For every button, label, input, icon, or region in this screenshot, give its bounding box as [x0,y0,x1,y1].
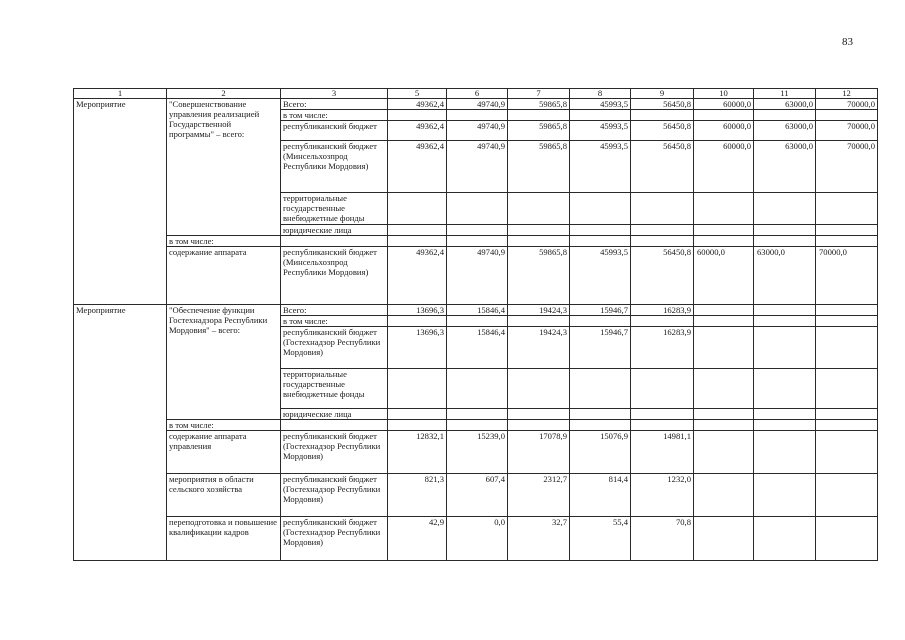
value-cell [508,193,570,225]
value-cell [694,431,754,474]
value-cell [388,420,447,431]
value-cell [570,193,631,225]
table-row [74,305,878,316]
value-cell [816,409,878,420]
value-cell [447,409,508,420]
value-cell: 70000,0 [816,141,878,193]
value-cell: 49740,9 [447,141,508,193]
value-cell [694,409,754,420]
value-cell [631,316,694,327]
value-cell [754,236,816,247]
value-cell [754,305,816,316]
value-cell: 15846,4 [447,305,508,316]
value-cell [754,409,816,420]
value-cell [388,369,447,409]
funding-source [281,236,388,247]
value-cell [816,193,878,225]
value-cell [816,517,878,561]
value-cell [570,420,631,431]
value-cell: 63000,0 [754,99,816,110]
value-cell: 42,9 [388,517,447,561]
value-cell: 60000,0 [694,247,754,305]
value-cell: 49362,4 [388,247,447,305]
value-cell [570,316,631,327]
table-row [74,99,878,110]
sub-activity-name: мероприятия в области сельского хозяйства [167,474,281,517]
value-cell [631,225,694,236]
column-number: 1 [74,89,167,99]
value-cell [694,420,754,431]
value-cell [694,327,754,369]
column-number: 6 [447,89,508,99]
value-cell: 814,4 [570,474,631,517]
funding-source: республиканский бюджет (Минсельхозпрод Республики Мордовия) [281,141,388,193]
funding-source: республиканский бюджет (Гостехнадзор Республики Мордовия) [281,517,388,561]
value-cell [694,517,754,561]
value-cell: 49362,4 [388,141,447,193]
funding-source: Всего: [281,305,388,316]
value-cell [388,110,447,121]
value-cell [694,316,754,327]
value-cell [754,110,816,121]
value-cell: 60000,0 [694,99,754,110]
value-cell [754,316,816,327]
value-cell [694,236,754,247]
value-cell [447,193,508,225]
value-cell [694,474,754,517]
value-cell: 49362,4 [388,121,447,141]
value-cell: 13696,3 [388,305,447,316]
value-cell: 63000,0 [754,141,816,193]
value-cell: 70000,0 [816,247,878,305]
value-cell: 15076,9 [570,431,631,474]
value-cell: 15239,0 [447,431,508,474]
funding-source: республиканский бюджет (Гостехнадзор Республики Мордовия) [281,327,388,369]
value-cell [754,369,816,409]
value-cell [816,225,878,236]
value-cell: 821,3 [388,474,447,517]
value-cell [694,110,754,121]
budget-table [73,88,878,561]
value-cell [570,369,631,409]
including-label: в том числе: [167,420,281,431]
value-cell: 0,0 [447,517,508,561]
value-cell [508,369,570,409]
column-number: 3 [281,89,388,99]
value-cell [508,225,570,236]
funding-source: республиканский бюджет (Гостехнадзор Республики Мордовия) [281,431,388,474]
value-cell [631,369,694,409]
value-cell [694,193,754,225]
value-cell: 56450,8 [631,121,694,141]
value-cell [816,305,878,316]
value-cell: 16283,9 [631,327,694,369]
value-cell [447,316,508,327]
value-cell [508,420,570,431]
value-cell: 45993,5 [570,247,631,305]
value-cell [754,517,816,561]
table-row [74,431,878,474]
value-cell [754,420,816,431]
value-cell [631,409,694,420]
value-cell: 63000,0 [754,247,816,305]
value-cell: 607,4 [447,474,508,517]
value-cell [816,369,878,409]
table-row [74,517,878,561]
value-cell [631,236,694,247]
value-cell: 49740,9 [447,99,508,110]
sub-activity-name: переподготовка и повышение квалификации кадров [167,517,281,561]
sub-activity-name: содержание аппарата [167,247,281,305]
value-cell [388,225,447,236]
funding-source: Всего: [281,99,388,110]
table-row [74,236,878,247]
funding-source: территориальные государственные внебюджетные фонды [281,369,388,409]
table-row [74,420,878,431]
value-cell [754,193,816,225]
sub-activity-name: содержание аппарата управления [167,431,281,474]
column-number: 2 [167,89,281,99]
value-cell: 17078,9 [508,431,570,474]
value-cell: 2312,7 [508,474,570,517]
value-cell: 45993,5 [570,121,631,141]
funding-source: юридические лица [281,225,388,236]
column-number-row [74,89,878,99]
column-number: 9 [631,89,694,99]
value-cell: 45993,5 [570,141,631,193]
value-cell: 12832,1 [388,431,447,474]
value-cell: 14981,1 [631,431,694,474]
value-cell: 70,8 [631,517,694,561]
table-row [74,474,878,517]
value-cell: 60000,0 [694,121,754,141]
value-cell [447,369,508,409]
value-cell: 59865,8 [508,99,570,110]
value-cell: 59865,8 [508,121,570,141]
value-cell [816,327,878,369]
value-cell: 56450,8 [631,99,694,110]
funding-source [281,420,388,431]
value-cell [570,409,631,420]
value-cell [816,420,878,431]
activity-type-label: Мероприятие [74,305,167,561]
column-number: 11 [754,89,816,99]
value-cell [508,316,570,327]
value-cell [816,236,878,247]
value-cell [388,193,447,225]
value-cell: 13696,3 [388,327,447,369]
value-cell [447,225,508,236]
value-cell: 70000,0 [816,99,878,110]
value-cell [631,110,694,121]
value-cell: 15946,7 [570,305,631,316]
value-cell [570,110,631,121]
value-cell: 45993,5 [570,99,631,110]
column-number: 12 [816,89,878,99]
value-cell [694,305,754,316]
column-number: 8 [570,89,631,99]
funding-source: республиканский бюджет [281,121,388,141]
value-cell [447,236,508,247]
value-cell: 56450,8 [631,247,694,305]
value-cell [694,225,754,236]
including-label: в том числе: [167,236,281,247]
value-cell [694,369,754,409]
value-cell [631,193,694,225]
funding-source: в том числе: [281,316,388,327]
value-cell: 15846,4 [447,327,508,369]
funding-source: территориальные государственные внебюджетные фонды [281,193,388,225]
value-cell: 70000,0 [816,121,878,141]
table-row [74,247,878,305]
funding-source: юридические лица [281,409,388,420]
value-cell [447,420,508,431]
value-cell [570,236,631,247]
value-cell: 19424,3 [508,327,570,369]
value-cell: 1232,0 [631,474,694,517]
value-cell: 16283,9 [631,305,694,316]
value-cell [754,431,816,474]
value-cell [816,316,878,327]
value-cell [631,420,694,431]
funding-source: в том числе: [281,110,388,121]
value-cell [508,409,570,420]
value-cell: 59865,8 [508,247,570,305]
value-cell: 60000,0 [694,141,754,193]
value-cell [816,110,878,121]
value-cell: 59865,8 [508,141,570,193]
value-cell: 19424,3 [508,305,570,316]
value-cell: 49740,9 [447,247,508,305]
value-cell [754,225,816,236]
value-cell: 56450,8 [631,141,694,193]
activity-type-label: Мероприятие [74,99,167,305]
value-cell [388,316,447,327]
value-cell: 49740,9 [447,121,508,141]
column-number: 5 [388,89,447,99]
column-number: 10 [694,89,754,99]
value-cell: 55,4 [570,517,631,561]
value-cell [388,409,447,420]
value-cell [816,431,878,474]
value-cell [388,236,447,247]
value-cell [816,474,878,517]
page-number: 83 [842,36,853,48]
value-cell: 49362,4 [388,99,447,110]
value-cell: 32,7 [508,517,570,561]
value-cell: 63000,0 [754,121,816,141]
value-cell: 15946,7 [570,327,631,369]
value-cell [754,474,816,517]
column-number: 7 [508,89,570,99]
value-cell [508,110,570,121]
funding-source: республиканский бюджет (Минсельхозпрод Республики Мордовия) [281,247,388,305]
funding-source: республиканский бюджет (Гостехнадзор Республики Мордовия) [281,474,388,517]
value-cell [447,110,508,121]
activity-name: "Обеспечение функции Гостехнадзора Республики Мордовия" – всего: [167,305,281,420]
value-cell [508,236,570,247]
value-cell [754,327,816,369]
activity-name: "Совершенствование управления реализацией Государственной программы" – всего: [167,99,281,236]
value-cell [570,225,631,236]
